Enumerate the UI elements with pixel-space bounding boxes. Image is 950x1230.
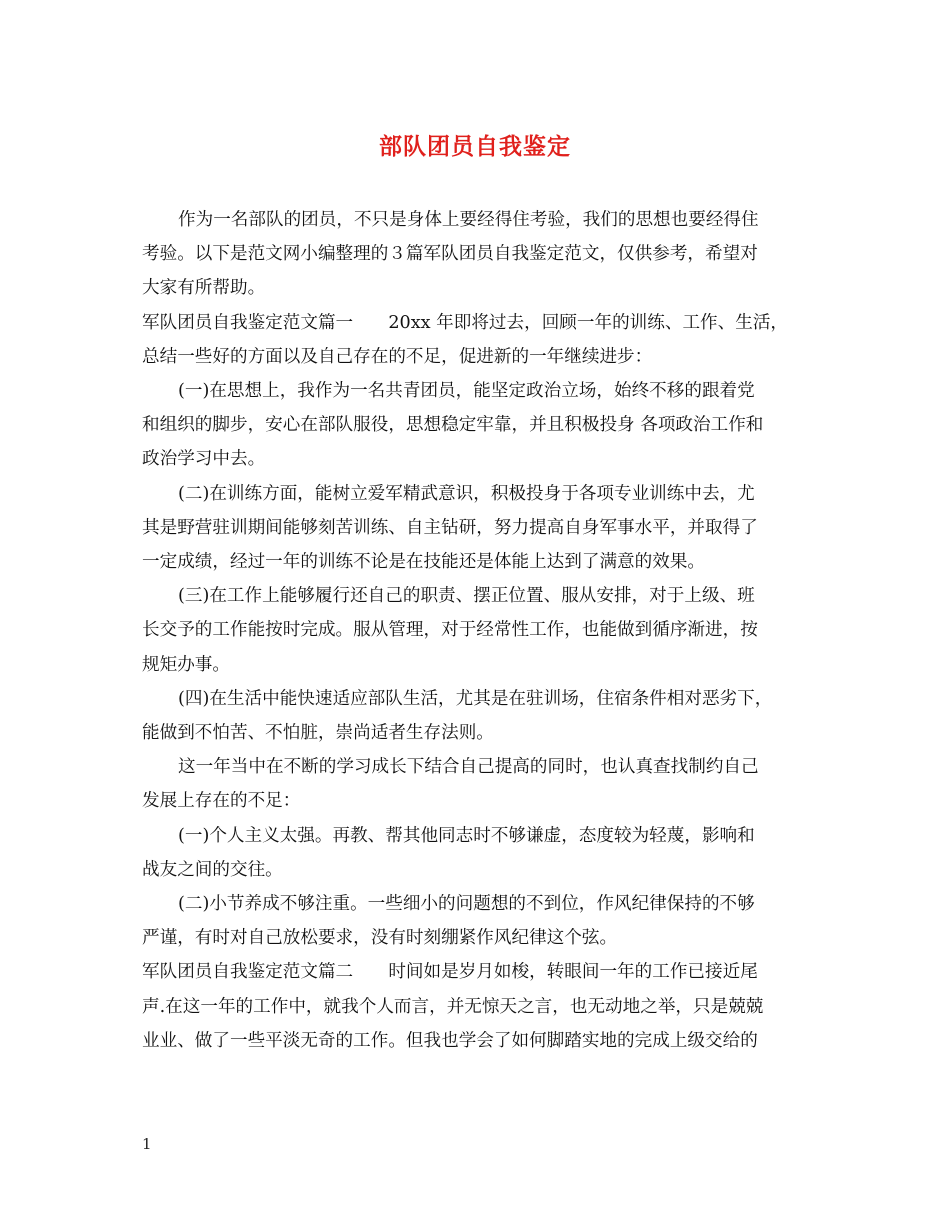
text-line: 其是野营驻训期间能够刻苦训练、自主钻研，努力提高自身军事水平，并取得了 bbox=[142, 517, 758, 538]
text-line: 总结一些好的方面以及自己存在的不足，促进新的一年继续进步： bbox=[142, 346, 653, 367]
text-line: 能做到不怕苦、不怕脏，崇尚适者生存法则。 bbox=[142, 723, 494, 744]
text-line: 和组织的脚步，安心在部队服役，思想稳定牢靠，并且积极投身 各项政治工作和 bbox=[142, 415, 764, 436]
text-line: (三)在工作上能够履行还自己的职责、摆正位置、服从安排，对于上级、班 bbox=[178, 586, 755, 607]
text-line: 作为一名部队的团员，不只是身体上要经得住考验，我们的思想也要经得住 bbox=[178, 210, 759, 230]
document-title: 部队团员自我鉴定 bbox=[379, 134, 571, 160]
text-line: 发展上存在的不足： bbox=[142, 791, 301, 812]
text-line: 战友之间的交往。 bbox=[142, 859, 283, 880]
text-line: 一定成绩，经过一年的训练不论是在技能还是体能上达到了满意的效果。 bbox=[142, 552, 706, 573]
page-number: 1 bbox=[142, 1135, 152, 1153]
text-line: (一)个人主义太强。再教、帮其他同志时不够谦虚，态度较为轻蔑，影响和 bbox=[178, 825, 755, 846]
text-line: 考验。以下是范文网小编整理的３篇军队团员自我鉴定范文，仅供参考，希望对 bbox=[142, 244, 758, 265]
text-line: 业业、做了一些平淡无奇的工作。但我也学会了如何脚踏实地的完成上级交给的 bbox=[142, 1030, 758, 1051]
text-line: (一)在思想上，我作为一名共青团员，能坚定政治立场，始终不移的跟着党 bbox=[178, 381, 755, 402]
document-body bbox=[142, 203, 812, 1058]
text-line: (二)小节养成不够注重。一些细小的问题想的不到位，作风纪律保持的不够 bbox=[178, 894, 755, 915]
text-line: 长交予的工作能按时完成。服从管理，对于经常性工作，也能做到循序渐进，按 bbox=[142, 620, 758, 641]
text-line: (二)在训练方面，能树立爱军精武意识，积极投身于各项专业训练中去，尤 bbox=[178, 483, 755, 504]
text-line: 大家有所帮助。 bbox=[142, 278, 266, 299]
text-line: 军队团员自我鉴定范文篇二 时间如是岁月如梭，转眼间一年的工作已接近尾 bbox=[142, 962, 758, 983]
text-line: (四)在生活中能快速适应部队生活，尤其是在驻训场，住宿条件相对恶劣下， bbox=[178, 688, 773, 709]
text-line: 声.在这一年的工作中，就我个人而言，并无惊天之言，也无动地之举，只是兢兢 bbox=[142, 996, 764, 1017]
text-line: 政治学习中去。 bbox=[142, 449, 266, 470]
text-line: 严谨，有时对自己放松要求，没有时刻绷紧作风纪律这个弦。 bbox=[142, 928, 618, 949]
text-line: 规矩办事。 bbox=[142, 654, 230, 675]
text-line: 这一年当中在不断的学习成长下结合自己提高的同时，也认真查找制约自己 bbox=[178, 757, 759, 778]
text-line: 军队团员自我鉴定范文篇一 20xx 年即将过去，回顾一年的训练、工作、生活， bbox=[142, 312, 789, 333]
